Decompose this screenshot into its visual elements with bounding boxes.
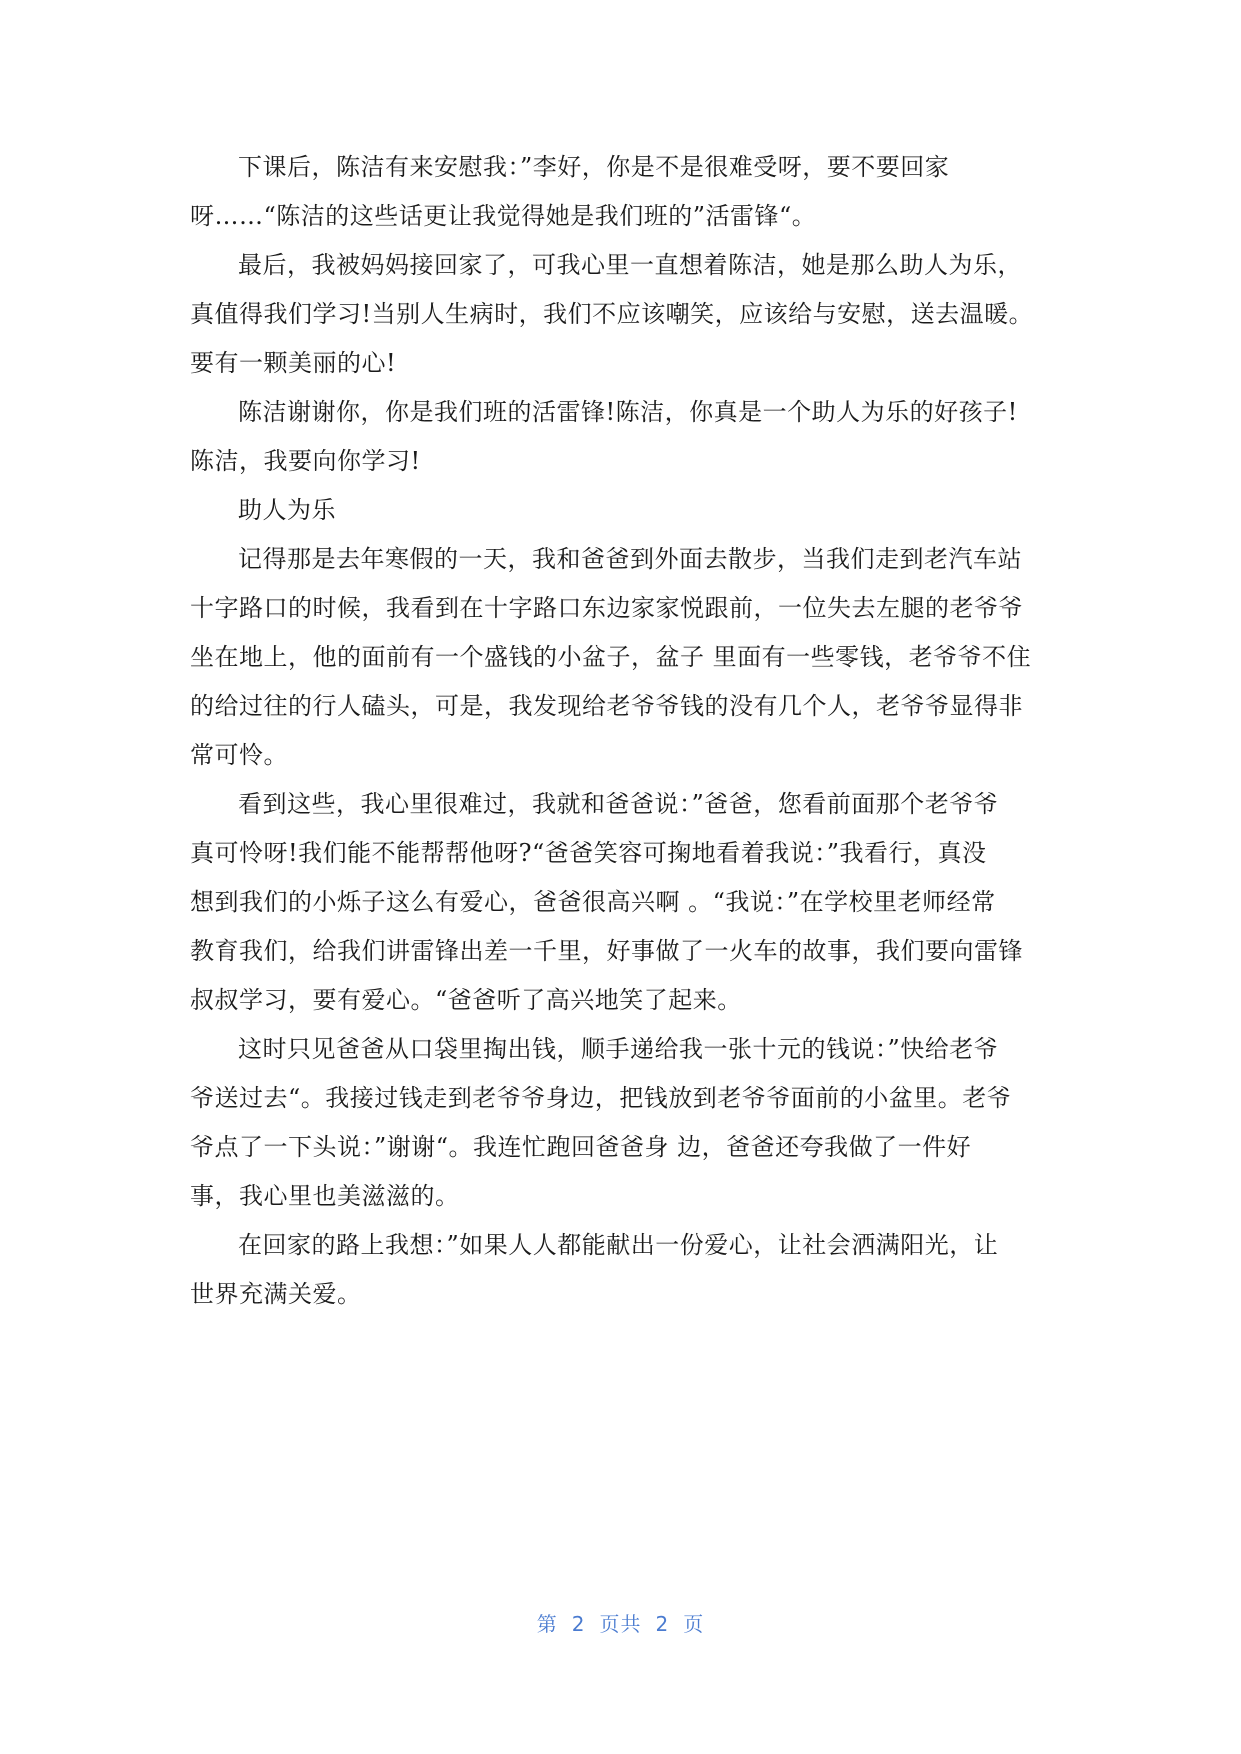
text-line: 在回家的路上我想：”如果人人都能献出一份爱心，让社会洒满阳光，让 [238, 1231, 999, 1259]
page-footer [0, 1608, 1241, 1637]
text-line: 十字路口的时候，我看到在十字路口东边家家悦跟前，一位失去左腿的老爷爷 [190, 594, 1023, 622]
text-line: 常可怜。 [190, 741, 288, 769]
text-line: 教育我们，给我们讲雷锋出差一千里，好事做了一火车的故事，我们要向雷锋 [190, 937, 1023, 965]
text-line: 呀……“陈洁的这些话更让我觉得她是我们班的”活雷锋“。 [190, 202, 817, 230]
text-line: 坐在地上，他的面前有一个盛钱的小盆子，盆子 里面有一些零钱，老爷爷不住 [190, 643, 1032, 671]
text-line: 最后，我被妈妈接回家了，可我心里一直想着陈洁，她是那么助人为乐， [238, 251, 1022, 279]
page-number-prefix: 第 [536, 1612, 558, 1636]
text-line: 陈洁谢谢你，你是我们班的活雷锋!陈洁，你真是一个助人为乐的好孩子! [238, 398, 1018, 426]
document-body [190, 150, 1055, 1326]
text-line: 下课后，陈洁有来安慰我：”李好，你是不是很难受呀，要不要回家 [238, 153, 950, 181]
text-line: 真值得我们学习!当别人生病时，我们不应该嘲笑，应该给与安慰，送去温暖。 [190, 300, 1034, 328]
text-line: 要有一颗美丽的心! [190, 349, 397, 377]
text-line: 爷点了一下头说：”谢谢“。我连忙跑回爸爸身 边，爸爸还夸我做了一件好 [190, 1133, 972, 1161]
text-line: 陈洁，我要向你学习! [190, 447, 421, 475]
text-line: 爷送过去“。我接过钱走到老爷爷身边，把钱放到老爷爷面前的小盆里。老爷 [190, 1084, 1012, 1112]
section-heading: 助人为乐 [238, 496, 336, 524]
text-line: 叔叔学习，要有爱心。“爸爸听了高兴地笑了起来。 [190, 986, 742, 1014]
total-pages-number: 2 [655, 1612, 670, 1636]
text-line: 看到这些，我心里很难过，我就和爸爸说：”爸爸，您看前面那个老爷爷 [238, 790, 999, 818]
text-line: 的给过往的行人磕头，可是，我发现给老爷爷钱的没有几个人，老爷爷显得非 [190, 692, 1023, 720]
text-line: 事，我心里也美滋滋的。 [190, 1182, 460, 1210]
text-line: 记得那是去年寒假的一天，我和爸爸到外面去散步，当我们走到老汽车站 [238, 545, 1022, 573]
page-number-middle: 页共 [599, 1612, 642, 1636]
text-line: 这时只见爸爸从口袋里掏出钱，顺手递给我一张十元的钱说：”快给老爷 [238, 1035, 999, 1063]
text-line: 世界充满关爱。 [190, 1280, 362, 1308]
text-line: 想到我们的小烁子这么有爱心，爸爸很高兴啊 。“我说：”在学校里老师经常 [190, 888, 996, 916]
current-page-number: 2 [571, 1612, 586, 1636]
page-number-suffix: 页 [683, 1612, 705, 1636]
text-line: 真可怜呀!我们能不能帮帮他呀?“爸爸笑容可掬地看着我说：”我看行，真没 [190, 839, 987, 867]
